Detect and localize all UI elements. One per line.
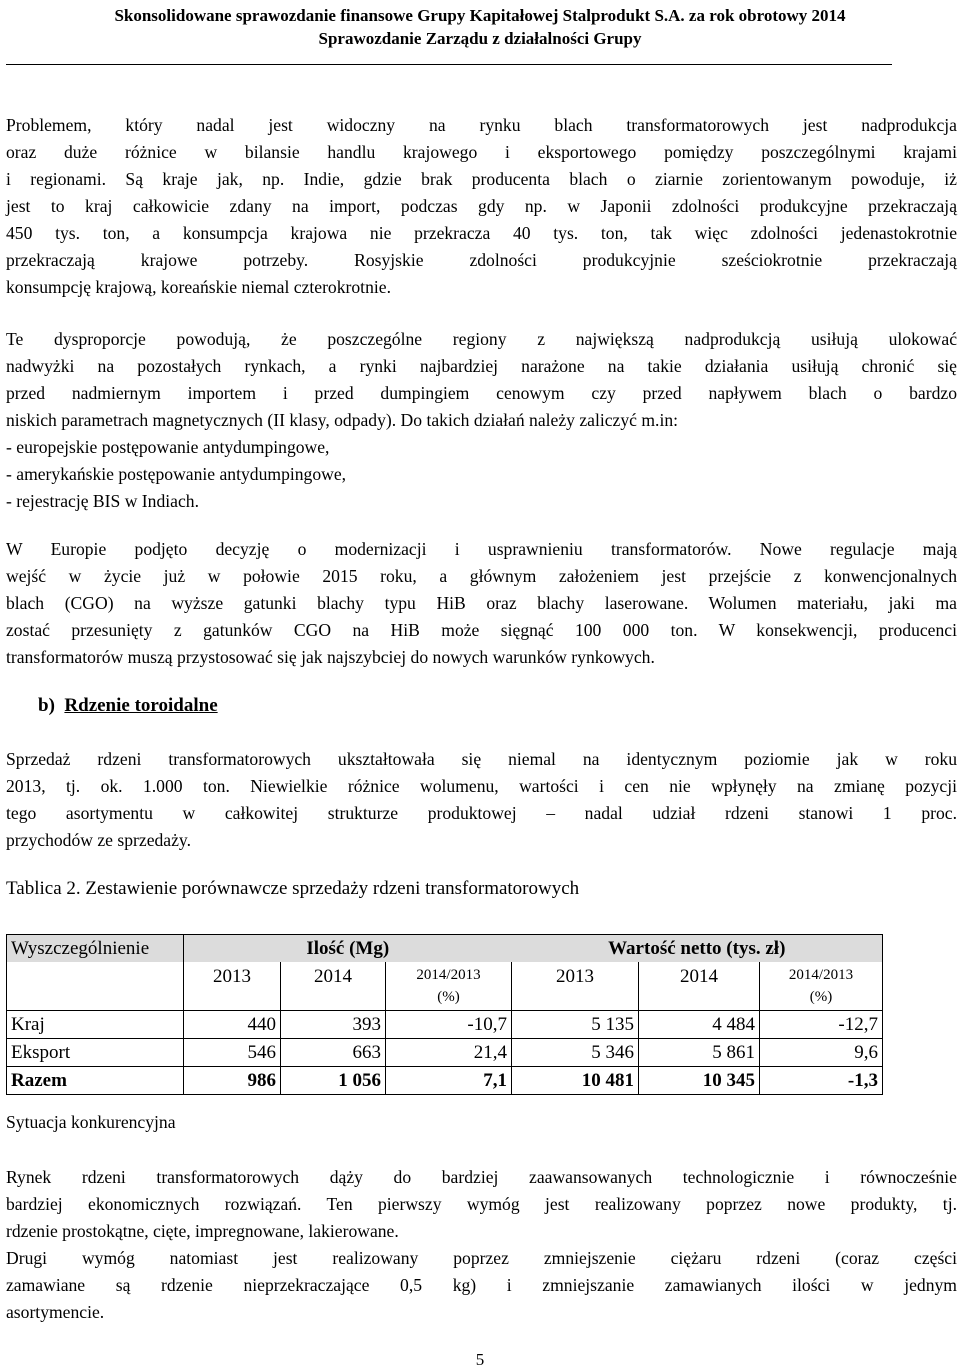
cell-value-ratio: -1,3 bbox=[760, 1067, 883, 1095]
text-line: zostać przesunięty z gatunków CGO na HiB może sięgnąć 100 000 ton. W konsekwencji, producenci bbox=[6, 620, 957, 640]
text-line: asortymencie. bbox=[6, 1302, 105, 1322]
text-line: zamawiane są rdzenie nieprzekraczające 0,5 kg) i zmniejszanie zamawianych ilości w jednym bbox=[6, 1275, 957, 1295]
cell-quantity-2014: 663 bbox=[281, 1039, 386, 1067]
text-line: Drugi wymóg natomiast jest realizowany poprzez zmniejszenie ciężaru rdzeni (coraz części bbox=[6, 1248, 957, 1268]
cell-quantity-ratio: 7,1 bbox=[386, 1067, 512, 1095]
text-line: W Europie podjęto decyzję o modernizacji i usprawnieniu transformatorów. Nowe regulacje mają bbox=[6, 539, 957, 559]
cell-quantity-2013: 986 bbox=[184, 1067, 281, 1095]
table-row bbox=[7, 1039, 883, 1067]
text-line: tego asortymentu w całkowitej strukturze produktowej – nadal udział rdzeni stanowi 1 proc. bbox=[6, 803, 957, 823]
ratio-header-bottom: (%) bbox=[437, 989, 460, 1005]
ratio-header-bottom: (%) bbox=[809, 989, 833, 1005]
paragraph-europe bbox=[6, 536, 957, 671]
cell-quantity-ratio: -10,7 bbox=[386, 1011, 512, 1039]
year-2014-header: 2014 bbox=[639, 962, 760, 1011]
ratio-header bbox=[386, 962, 512, 1011]
cell-quantity-2013: 440 bbox=[184, 1011, 281, 1039]
text-line: przekraczają krajowe potrzeby. Rosyjskie zdolności produkcyjnie sześciokrotnie przekraczają bbox=[6, 250, 957, 270]
table-subheader-row bbox=[7, 962, 883, 1011]
text-line: jest to kraj całkowicie zdany na import, podczas gdy np. w Japonii zdolności produkcyjne przekraczają bbox=[6, 196, 957, 216]
header-subtitle: Sprawozdanie Zarządu z działalności Grupy bbox=[318, 29, 642, 48]
section-title: Rdzenie toroidalne bbox=[64, 695, 218, 716]
header-divider bbox=[6, 64, 892, 65]
cell-quantity-2014: 393 bbox=[281, 1011, 386, 1039]
subheading-competition: Sytuacja konkurencyjna bbox=[6, 1112, 176, 1132]
table-header-row bbox=[7, 935, 883, 963]
cell-quantity-2013: 546 bbox=[184, 1039, 281, 1067]
cell-quantity-ratio: 21,4 bbox=[386, 1039, 512, 1067]
ratio-header-top: 2014/2013 bbox=[788, 967, 854, 983]
text-line: 450 tys. ton, a konsumpcja krajowa nie przekracza 40 tys. ton, tak więc zdolności jedenastokrotnie bbox=[6, 223, 957, 243]
list-item: - rejestrację BIS w Indiach. bbox=[6, 491, 199, 511]
year-2013-header: 2013 bbox=[184, 962, 281, 1011]
text-line: konsumpcję krajową, koreańskie niemal czterokrotnie. bbox=[6, 277, 391, 297]
column-label-header: Wyszczególnienie bbox=[7, 935, 184, 963]
text-line: Rynek rdzeni transformatorowych dąży do bardziej zaawansowanych technologicznie i równocześnie bbox=[6, 1167, 957, 1187]
section-heading bbox=[38, 695, 218, 717]
ratio-header bbox=[760, 962, 883, 1011]
quantity-group-header: Ilość (Mg) bbox=[184, 935, 512, 963]
row-label: Razem bbox=[7, 1067, 184, 1095]
table-caption: Tablica 2. Zestawienie porównawcze sprzedaży rdzeni transformatorowych bbox=[6, 878, 580, 899]
paragraph-disproportions bbox=[6, 326, 957, 515]
paragraph-overproduction bbox=[6, 112, 957, 301]
cell-value-ratio: 9,6 bbox=[760, 1039, 883, 1067]
row-label: Eksport bbox=[7, 1039, 184, 1067]
year-2014-header: 2014 bbox=[281, 962, 386, 1011]
cell-value-2013: 5 346 bbox=[512, 1039, 639, 1067]
text-line: nadwyżki na pozostałych rynkach, a rynki najbardziej narażone na takie działania usiłują chronić się bbox=[6, 356, 957, 376]
row-label: Kraj bbox=[7, 1011, 184, 1039]
text-line: niskich parametrach magnetycznych (II klasy, odpady). Do takich działań należy zaliczyć m.in: bbox=[6, 410, 679, 430]
text-line: bardziej ekonomicznych rozwiązań. Ten pierwszy wymóg jest realizowany poprzez nowe produkty, tj. bbox=[6, 1194, 957, 1214]
value-group-header: Wartość netto (tys. zł) bbox=[512, 935, 883, 963]
text-line: Problemem, który nadal jest widoczny na rynku blach transformatorowych jest nadprodukcja bbox=[6, 115, 957, 135]
text-line: transformatorów muszą przystosować się jak najszybciej do nowych warunków rynkowych. bbox=[6, 647, 655, 667]
document-header bbox=[0, 4, 960, 50]
year-2013-header: 2013 bbox=[512, 962, 639, 1011]
empty-cell bbox=[7, 962, 184, 1011]
table-row bbox=[7, 1011, 883, 1039]
cell-value-2014: 4 484 bbox=[639, 1011, 760, 1039]
text-line: wejść w życie już w połowie 2015 roku, a głównym założeniem jest przejście z konwencjonalnych bbox=[6, 566, 957, 586]
text-line: 2013, tj. ok. 1.000 ton. Niewielkie różnice wolumenu, wartości i cen nie wpłynęły na zmianę pozycji bbox=[6, 776, 957, 796]
text-line: Sprzedaż rdzeni transformatorowych ukształtowała się niemal na identycznym poziomie jak w roku bbox=[6, 749, 957, 769]
cell-value-2014: 5 861 bbox=[639, 1039, 760, 1067]
cell-value-2013: 5 135 bbox=[512, 1011, 639, 1039]
cell-value-2014: 10 345 bbox=[639, 1067, 760, 1095]
text-line: blach (CGO) na wyższe gatunki blachy typu HiB oraz blachy laserowane. Wolumen materiału, jaki ma bbox=[6, 593, 957, 613]
cell-quantity-2014: 1 056 bbox=[281, 1067, 386, 1095]
page-number: 5 bbox=[475, 1350, 485, 1369]
text-line: Te dysproporcje powodują, że poszczególne regiony z największą nadprodukcją usiłują ulokować bbox=[6, 329, 957, 349]
list-item: - europejskie postępowanie antydumpingowe, bbox=[6, 437, 330, 457]
ratio-header-top: 2014/2013 bbox=[416, 967, 481, 983]
text-line: przychodów ze sprzedaży. bbox=[6, 830, 191, 850]
header-title: Skonsolidowane sprawozdanie finansowe Grupy Kapitałowej Stalprodukt S.A. za rok obrotowy 2014 bbox=[114, 6, 846, 25]
paragraph-sales bbox=[6, 746, 957, 854]
cell-value-ratio: -12,7 bbox=[760, 1011, 883, 1039]
text-line: rdzenie prostokątne, cięte, impregnowane, lakierowane. bbox=[6, 1221, 399, 1241]
text-line: i regionami. Są kraje jak, np. Indie, gdzie brak producenta blach o ziarnie zorientowanym powoduje, iż bbox=[6, 169, 957, 189]
text-line: przed nadmiernym importem i przed dumpingiem cenowym czy przed napływem blach o bardzo bbox=[6, 383, 957, 403]
text-line: oraz duże różnice w bilansie handlu krajowego i eksportowego pomiędzy poszczególnymi krajami bbox=[6, 142, 957, 162]
section-letter: b) bbox=[38, 695, 55, 716]
paragraph-market bbox=[6, 1164, 957, 1326]
list-item: - amerykańskie postępowanie antydumpingowe, bbox=[6, 464, 347, 484]
sales-comparison-table bbox=[6, 934, 883, 1095]
cell-value-2013: 10 481 bbox=[512, 1067, 639, 1095]
table-total-row bbox=[7, 1067, 883, 1095]
